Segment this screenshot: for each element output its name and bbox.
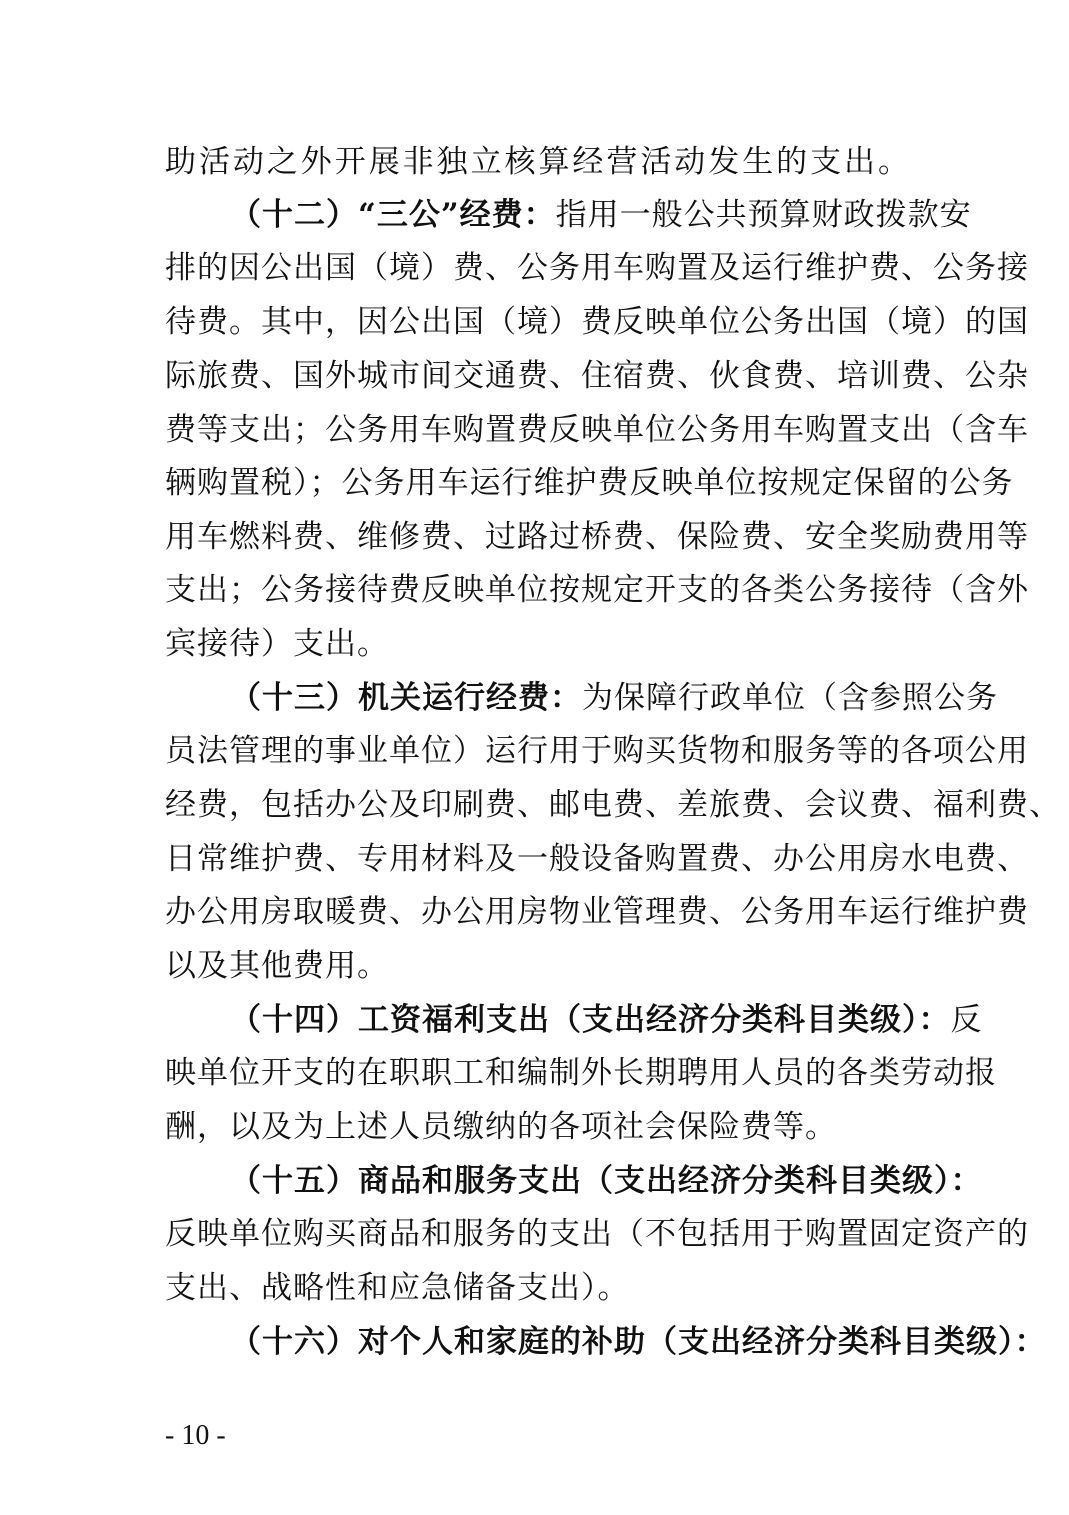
line-text: 酬，以及为上述人员缴纳的各项社会保险费等。 bbox=[165, 1109, 837, 1145]
line-text: 反 bbox=[950, 1002, 983, 1038]
section-heading: （十二）“三公”经费： bbox=[230, 197, 556, 233]
paragraph-line bbox=[165, 244, 1029, 292]
line-text: 待费。其中，因公出国（境）费反映单位公务出国（境）的国 bbox=[165, 304, 1029, 340]
paragraph-line bbox=[165, 352, 1029, 400]
line-text: 用车燃料费、维修费、过路过桥费、保险费、安全奖励费用等 bbox=[165, 519, 1029, 555]
section-15-line bbox=[230, 1157, 983, 1205]
paragraph-line bbox=[165, 835, 1029, 883]
line-text: 排的因公出国（境）费、公务用车购置及运行维护费、公务接 bbox=[165, 250, 1029, 286]
paragraph-line bbox=[165, 1210, 1029, 1258]
line-text: 员法管理的事业单位）运行用于购买货物和服务等的各项公用 bbox=[165, 733, 1029, 769]
paragraph-line bbox=[165, 1264, 910, 1312]
paragraph-line bbox=[165, 406, 1029, 454]
paragraph-line bbox=[165, 781, 1061, 829]
line-text: 支出；公务接待费反映单位按规定开支的各类公务接待（含外 bbox=[165, 572, 1029, 608]
line-text: 宾接待）支出。 bbox=[165, 626, 389, 662]
line-text: 以及其他费用。 bbox=[165, 948, 389, 984]
paragraph-line bbox=[165, 138, 910, 186]
line-text: 经费，包括办公及印刷费、邮电费、差旅费、会议费、福利费、 bbox=[165, 787, 1061, 823]
section-heading: （十三）机关运行经费： bbox=[230, 680, 582, 716]
line-text: 助活动之外开展非独立核算经营活动发生的支出。 bbox=[165, 144, 910, 180]
section-12-line bbox=[230, 191, 972, 239]
paragraph-line bbox=[165, 888, 1029, 936]
paragraph-line bbox=[165, 942, 910, 990]
paragraph-line bbox=[165, 1049, 997, 1097]
line-text: 映单位开支的在职职工和编制外长期聘用人员的各类劳动报 bbox=[165, 1055, 997, 1091]
paragraph-line bbox=[165, 298, 1029, 346]
section-heading: （十五）商品和服务支出（支出经济分类科目类级）： bbox=[230, 1163, 983, 1199]
line-text: 日常维护费、专用材料及一般设备购置费、办公用房水电费、 bbox=[165, 841, 1029, 877]
section-13-line bbox=[230, 674, 998, 722]
paragraph-line bbox=[165, 620, 910, 668]
line-text: 际旅费、国外城市间交通费、住宿费、伙食费、培训费、公杂 bbox=[165, 358, 1029, 394]
line-text: 为保障行政单位（含参照公务 bbox=[582, 680, 998, 716]
line-text: 办公用房取暖费、办公用房物业管理费、公务用车运行维护费 bbox=[165, 894, 1029, 930]
section-14-line bbox=[230, 996, 983, 1044]
section-heading: （十六）对个人和家庭的补助（支出经济分类科目类级）： bbox=[230, 1324, 1047, 1360]
paragraph-line bbox=[165, 1103, 910, 1151]
page-number: - 10 - bbox=[165, 1420, 226, 1451]
line-text: 反映单位购买商品和服务的支出（不包括用于购置固定资产的 bbox=[165, 1216, 1029, 1252]
paragraph-line bbox=[165, 513, 1029, 561]
section-heading: （十四）工资福利支出（支出经济分类科目类级）： bbox=[230, 1002, 951, 1038]
section-16-line bbox=[230, 1318, 1047, 1366]
paragraph-line bbox=[165, 566, 1029, 614]
line-text: 辆购置税）；公务用车运行维护费反映单位按规定保留的公务 bbox=[165, 465, 1014, 501]
line-text: 费等支出；公务用车购置费反映单位公务用车购置支出（含车 bbox=[165, 412, 1029, 448]
paragraph-line bbox=[165, 727, 1029, 775]
paragraph-line bbox=[165, 459, 1014, 507]
line-text: 指用一般公共预算财政拨款安 bbox=[555, 197, 972, 233]
line-text: 支出、战略性和应急储备支出）。 bbox=[165, 1270, 630, 1306]
